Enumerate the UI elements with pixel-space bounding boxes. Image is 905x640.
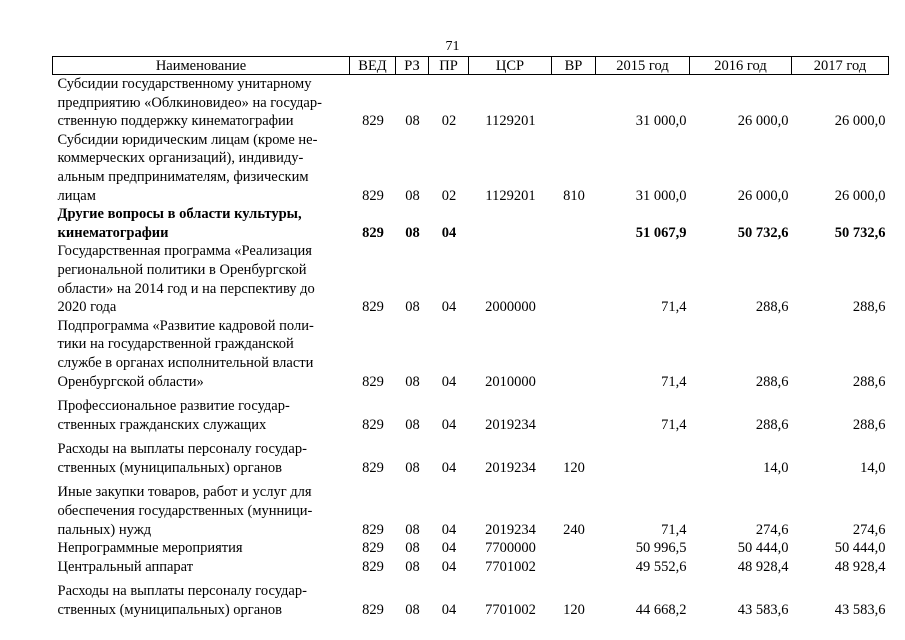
cell-2015 <box>596 434 690 477</box>
cell-2017: 50 444,0 <box>834 540 886 557</box>
cell-vr <box>552 539 596 558</box>
cell-pr: 04 <box>441 299 457 316</box>
cell-rz: 08 <box>405 540 420 557</box>
cell-2016: 43 583,6 <box>737 602 789 619</box>
header-2017: 2017 год <box>792 57 889 75</box>
cell-pr: 04 <box>441 602 457 619</box>
cell-2017: 14,0 <box>860 459 886 476</box>
header-pr: ПР <box>429 57 469 75</box>
cell-name: Расходы на выплаты персоналу государ-ственных (муниципальных) органов <box>57 441 307 476</box>
cell-rz: 08 <box>405 113 420 130</box>
cell-2017: 43 583,6 <box>834 602 886 619</box>
cell-vr <box>552 75 596 131</box>
cell-2017: 48 928,4 <box>834 558 886 575</box>
cell-rz: 08 <box>405 373 420 390</box>
cell-2015: 51 067,9 <box>635 224 687 241</box>
cell-name: Субсидии государственному унитарному предприятию «Облкиновидео» на государ-ственную поддержку кинематографии <box>57 76 322 130</box>
cell-name: Другие вопросы в области культуры, кинематографии <box>57 206 302 241</box>
table-row <box>53 576 889 619</box>
cell-pr: 04 <box>441 558 457 575</box>
cell-csr: 2019234 <box>485 416 536 433</box>
cell-2016: 26 000,0 <box>737 187 789 204</box>
table-row <box>53 131 889 205</box>
cell-rz: 08 <box>405 459 420 476</box>
cell-vr <box>552 391 596 434</box>
cell-ved: 829 <box>362 602 384 619</box>
cell-ved: 829 <box>362 187 384 204</box>
cell-name: Государственная программа «Реализация региональной политики в Оренбургской области» на 2014 год и на перспективу до 2020 года <box>57 243 315 316</box>
cell-2016: 274,6 <box>755 521 789 538</box>
cell-vr <box>552 317 596 391</box>
cell-2017: 288,6 <box>852 373 886 390</box>
table-row <box>53 558 889 577</box>
cell-2015: 71,4 <box>661 416 687 433</box>
cell-rz: 08 <box>405 299 420 316</box>
cell-rz: 08 <box>405 416 420 433</box>
cell-2016: 288,6 <box>755 416 789 433</box>
cell-2016: 14,0 <box>763 459 789 476</box>
cell-ved: 829 <box>362 540 384 557</box>
table-row <box>53 539 889 558</box>
cell-pr: 04 <box>441 459 457 476</box>
cell-2016: 50 732,6 <box>737 224 789 241</box>
cell-2015: 31 000,0 <box>635 187 687 204</box>
cell-ved: 829 <box>362 558 384 575</box>
page-number: 71 <box>445 39 460 54</box>
cell-csr: 7701002 <box>485 558 536 575</box>
cell-pr: 04 <box>441 416 457 433</box>
cell-pr: 04 <box>441 540 457 557</box>
cell-rz: 08 <box>405 602 420 619</box>
header-ved: ВЕД <box>350 57 396 75</box>
cell-2017: 26 000,0 <box>834 187 886 204</box>
cell-2016: 288,6 <box>755 373 789 390</box>
header-vr: ВР <box>552 57 596 75</box>
cell-2015: 44 668,2 <box>635 602 687 619</box>
cell-ved: 829 <box>362 113 384 130</box>
cell-rz: 08 <box>405 224 420 241</box>
cell-csr <box>469 205 552 242</box>
cell-2015: 49 552,6 <box>635 558 687 575</box>
cell-vr <box>552 558 596 577</box>
cell-2017: 288,6 <box>852 299 886 316</box>
cell-ved: 829 <box>362 416 384 433</box>
cell-name: Иные закупки товаров, работ и услуг для обеспечения государственных (мунници-пальных) нужд <box>57 484 313 538</box>
table-row <box>53 477 889 539</box>
cell-ved: 829 <box>362 521 384 538</box>
cell-pr: 02 <box>441 187 457 204</box>
cell-name: Расходы на выплаты персоналу государ-ственных (муниципальных) органов <box>57 583 307 619</box>
header-name: Наименование <box>53 57 350 75</box>
cell-2015: 71,4 <box>661 373 687 390</box>
cell-csr: 7701002 <box>485 602 536 619</box>
cell-ved: 829 <box>362 299 384 316</box>
table-row <box>53 434 889 477</box>
table-body <box>53 75 889 620</box>
table-row <box>53 317 889 391</box>
cell-vr: 120 <box>563 602 585 619</box>
cell-name: Непрограммные мероприятия <box>57 540 243 557</box>
cell-2017: 26 000,0 <box>834 113 886 130</box>
cell-2016: 288,6 <box>755 299 789 316</box>
cell-2016: 48 928,4 <box>737 558 789 575</box>
cell-name: Подпрограмма «Развитие кадровой поли-тики на государственной гражданской службе в органах исполнительной власти Оренбургской области» <box>57 317 314 390</box>
cell-pr: 02 <box>441 113 457 130</box>
header-csr: ЦСР <box>469 57 552 75</box>
cell-csr: 1129201 <box>485 187 536 204</box>
cell-csr: 2019234 <box>485 521 536 538</box>
cell-name: Профессиональное развитие государ-ственных гражданских служащих <box>57 398 290 433</box>
header-2016: 2016 год <box>690 57 792 75</box>
cell-ved: 829 <box>362 459 384 476</box>
table-row <box>53 205 889 242</box>
table-row <box>53 242 889 316</box>
cell-2017: 274,6 <box>852 521 886 538</box>
table-row <box>53 75 889 131</box>
header-rz: РЗ <box>396 57 429 75</box>
cell-vr <box>552 242 596 316</box>
cell-csr: 1129201 <box>485 113 536 130</box>
budget-table <box>52 56 889 620</box>
cell-pr: 04 <box>441 224 457 241</box>
cell-rz: 08 <box>405 187 420 204</box>
cell-2016: 26 000,0 <box>737 113 789 130</box>
cell-vr: 810 <box>563 187 585 204</box>
cell-vr: 240 <box>563 521 585 538</box>
cell-vr: 120 <box>563 459 585 476</box>
table-row <box>53 391 889 434</box>
cell-2015: 31 000,0 <box>635 113 687 130</box>
header-2015: 2015 год <box>596 57 690 75</box>
cell-csr: 2000000 <box>485 299 536 316</box>
cell-rz: 08 <box>405 558 420 575</box>
cell-2017: 288,6 <box>852 416 886 433</box>
cell-2017: 50 732,6 <box>834 224 886 241</box>
cell-vr <box>552 205 596 242</box>
cell-2015: 71,4 <box>661 299 687 316</box>
table-header <box>53 57 889 75</box>
cell-ved: 829 <box>362 373 384 390</box>
cell-2015: 50 996,5 <box>635 540 687 557</box>
cell-2016: 50 444,0 <box>737 540 789 557</box>
cell-name: Субсидии юридическим лицам (кроме не-коммерческих организаций), индивиду-альным предпринимателям, физическим лицам <box>57 131 318 204</box>
cell-pr: 04 <box>441 521 457 538</box>
cell-2015: 71,4 <box>661 521 687 538</box>
cell-ved: 829 <box>362 224 384 241</box>
cell-csr: 2019234 <box>485 459 536 476</box>
cell-name: Центральный аппарат <box>57 558 194 575</box>
cell-csr: 2010000 <box>485 373 536 390</box>
cell-csr: 7700000 <box>485 540 536 557</box>
cell-rz: 08 <box>405 521 420 538</box>
cell-pr: 04 <box>441 373 457 390</box>
